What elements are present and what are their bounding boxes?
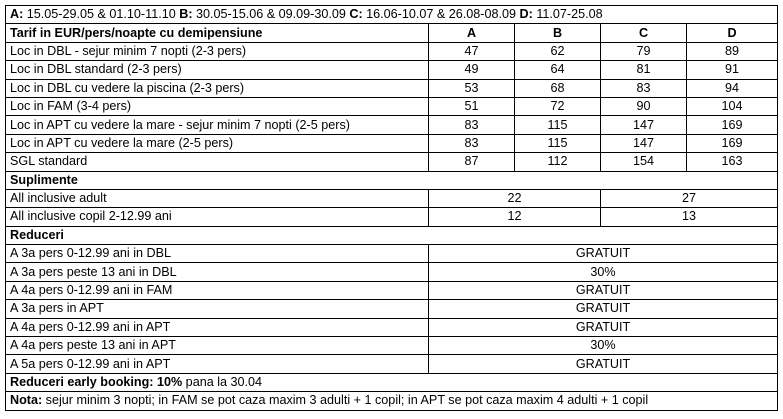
early-booking-rest: pana la 30.04 [182, 375, 263, 389]
rate-d: 94 [687, 79, 778, 97]
room-type-label: Loc in FAM (3-4 pers) [6, 97, 429, 115]
discount-label: A 3a pers 0-12.99 ani in DBL [6, 245, 429, 263]
discount-label: A 4a pers 0-12.99 ani in FAM [6, 281, 429, 299]
rate-b: 68 [515, 79, 601, 97]
note-cell [6, 392, 778, 410]
discounts-header-row [6, 226, 778, 244]
early-booking-label: Reduceri early booking: [10, 375, 154, 389]
rate-a: 53 [429, 79, 515, 97]
period-b-dates: 30.05-15.06 & 09.09-30.09 [192, 7, 350, 22]
note-text: sejur minim 3 nopti; in FAM se pot caza maxim 3 adulti + 1 copil; in APT se pot caza maxim 4 adulti + 1 copil [42, 393, 649, 408]
note-label: Nota: [10, 393, 43, 408]
discount-label: A 4a pers peste 13 ani in APT [6, 337, 429, 355]
rate-c: 154 [601, 153, 687, 171]
rate-a: 51 [429, 97, 515, 115]
table-row [6, 42, 778, 60]
discount-value: GRATUIT [429, 281, 778, 299]
table-row [6, 245, 778, 263]
table-row [6, 337, 778, 355]
price-table [5, 5, 778, 411]
table-row [6, 79, 778, 97]
rates-title: Tarif in EUR/pers/noapte cu demipensiune [6, 24, 429, 42]
discounts-title: Reduceri [6, 226, 778, 244]
supplement-label: All inclusive copil 2-12.99 ani [6, 208, 429, 226]
rate-d: 104 [687, 97, 778, 115]
rate-a: 47 [429, 42, 515, 60]
rate-b: 72 [515, 97, 601, 115]
period-a-label: A: [10, 7, 24, 22]
rate-b: 64 [515, 61, 601, 79]
rates-header-row [6, 24, 778, 42]
table-row [6, 281, 778, 299]
rate-b: 115 [515, 134, 601, 152]
supplement-ab: 22 [429, 189, 601, 207]
supplement-label: All inclusive adult [6, 189, 429, 207]
rate-d: 89 [687, 42, 778, 60]
period-b-label: B: [179, 7, 193, 22]
discount-value: 30% [429, 337, 778, 355]
discount-value: GRATUIT [429, 245, 778, 263]
room-type-label: Loc in DBL cu vedere la piscina (2-3 pers) [6, 79, 429, 97]
period-d-label: D: [519, 7, 533, 22]
price-document [5, 5, 777, 411]
rate-c: 147 [601, 134, 687, 152]
rate-d: 169 [687, 116, 778, 134]
discount-label: A 4a pers 0-12.99 ani in APT [6, 318, 429, 336]
table-row [6, 97, 778, 115]
rate-a: 87 [429, 153, 515, 171]
supplements-title: Suplimente [6, 171, 778, 189]
table-row [6, 61, 778, 79]
rate-d: 163 [687, 153, 778, 171]
room-type-label: Loc in APT cu vedere la mare (2-5 pers) [6, 134, 429, 152]
rate-d: 169 [687, 134, 778, 152]
room-type-label: Loc in APT cu vedere la mare - sejur minim 7 nopti (2-5 pers) [6, 116, 429, 134]
rate-c: 79 [601, 42, 687, 60]
table-row [6, 153, 778, 171]
table-row [6, 300, 778, 318]
rate-b: 62 [515, 42, 601, 60]
period-c-dates: 16.06-10.07 & 26.08-08.09 [362, 7, 520, 22]
table-row [6, 189, 778, 207]
discount-value: GRATUIT [429, 355, 778, 373]
column-header-a: A [429, 24, 515, 42]
rate-b: 112 [515, 153, 601, 171]
note-row [6, 392, 778, 410]
room-type-label: Loc in DBL - sejur minim 7 nopti (2-3 pers) [6, 42, 429, 60]
supplement-ab: 12 [429, 208, 601, 226]
early-booking-cell [6, 373, 778, 391]
table-row [6, 263, 778, 281]
rate-c: 147 [601, 116, 687, 134]
rate-d: 91 [687, 61, 778, 79]
rate-c: 90 [601, 97, 687, 115]
rate-b: 115 [515, 116, 601, 134]
rate-c: 81 [601, 61, 687, 79]
supplements-header-row [6, 171, 778, 189]
room-type-label: Loc in DBL standard (2-3 pers) [6, 61, 429, 79]
periods-row [6, 6, 778, 24]
table-row [6, 355, 778, 373]
early-booking-value: 10% [153, 375, 183, 389]
column-header-c: C [601, 24, 687, 42]
column-header-d: D [687, 24, 778, 42]
column-header-b: B [515, 24, 601, 42]
table-row [6, 134, 778, 152]
rate-a: 83 [429, 134, 515, 152]
table-row [6, 318, 778, 336]
discount-label: A 3a pers in APT [6, 300, 429, 318]
rate-a: 83 [429, 116, 515, 134]
discount-label: A 5a pers 0-12.99 ani in APT [6, 355, 429, 373]
rate-c: 83 [601, 79, 687, 97]
table-row [6, 116, 778, 134]
rate-a: 49 [429, 61, 515, 79]
supplement-cd: 13 [601, 208, 778, 226]
period-d-dates: 11.07-25.08 [532, 7, 603, 22]
period-a-dates: 15.05-29.05 & 01.10-11.10 [23, 7, 180, 22]
discount-value: GRATUIT [429, 300, 778, 318]
table-row [6, 208, 778, 226]
periods-cell [6, 6, 778, 24]
discount-value: 30% [429, 263, 778, 281]
period-c-label: C: [349, 7, 363, 22]
discount-label: A 3a pers peste 13 ani in DBL [6, 263, 429, 281]
discount-value: GRATUIT [429, 318, 778, 336]
supplement-cd: 27 [601, 189, 778, 207]
early-booking-row [6, 373, 778, 391]
room-type-label: SGL standard [6, 153, 429, 171]
